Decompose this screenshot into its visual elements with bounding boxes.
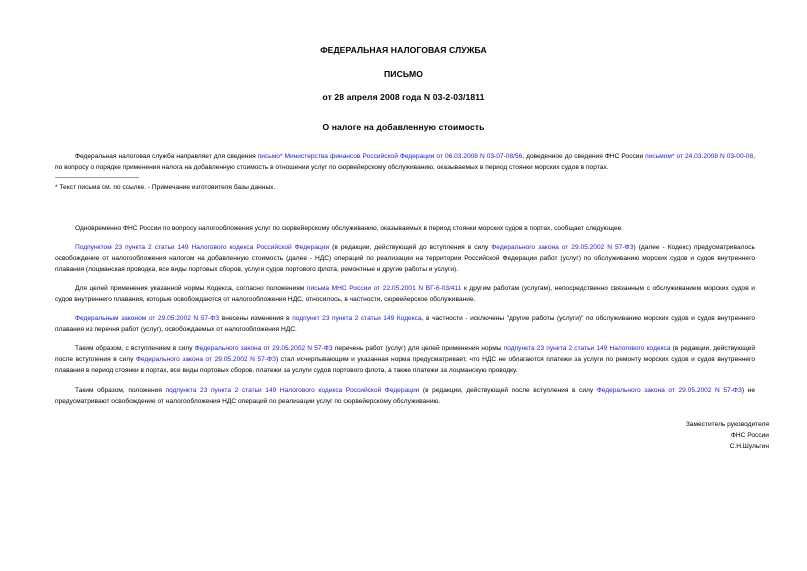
footnote-divider [55, 177, 139, 178]
text: Для целей применения указанной нормы Кодекса, согласно положениям [75, 285, 307, 292]
text: ) не предусматривают освобождение от налогообложения НДС операций по реализации услуг по сюрвейерскому обслуживанию. [55, 387, 755, 406]
link-nk-149-23[interactable]: подпункта 23 пункта 2 статьи 149 Налогового кодекса [503, 345, 671, 352]
text: (в редакции, действующей после вступления в силу [419, 387, 597, 394]
text: перечень работ (услуг) для целей применения нормы [332, 345, 504, 352]
paragraph-4 [55, 283, 755, 305]
paragraph-2: Одновременно ФНС России по вопросу налогообложения услуг по сюрвейерскому обслуживанию, оказываемых в период стоянки морских судов в портах, сообщает следующее. [75, 225, 624, 232]
link-nk-149-23[interactable]: подпункта 23 пункта 2 статьи 149 Налогового кодекса Российской Федерации [165, 387, 420, 394]
link-minfin-letter[interactable]: письмо* Министерства финансов Российской Федерации от 06.03.2008 N 03-07-08/56 [257, 153, 523, 160]
text: Федеральная налоговая служба направляет для сведения [75, 153, 258, 160]
link-nk-149-23[interactable]: подпункт 23 пункта 2 статьи 149 Кодекса [292, 315, 422, 322]
text: , в частности - исключены "другие работы (услуги)" по обслуживанию морских судов и судов внутреннего плавания из перечня работ (услуг), освобождаемых от налогообложения НДС. [55, 315, 755, 334]
document-subject: О налоге на добавленную стоимость [322, 122, 485, 132]
paragraph-1 [55, 151, 755, 173]
text: к другим работам (услугам), непосредственно связанным с обслуживанием морских судов и судов внутреннего плавания, которые освобождаются от налогообложения НДС, относилось, в частности, сюрвейерское обслуживание. [55, 285, 755, 304]
text: Таким образом, положения [75, 387, 166, 394]
text: (в редакции, действующей до вступления в силу [329, 244, 492, 251]
link-fz-57[interactable]: Федерального закона от 29.05.2002 N 57-ФЗ [491, 244, 634, 251]
link-fns-letter[interactable]: письмом* от 24.03.2008 N 03-00-08 [645, 153, 754, 160]
paragraph-3 [55, 242, 755, 276]
document-date-number: от 28 апреля 2008 года N 03-2-03/1811 [322, 92, 485, 102]
text: , доведенное до сведения ФНС России [522, 153, 646, 160]
footnote: * Текст письма см. по ссылке. - Примечание изготовителя базы данных. [55, 184, 276, 191]
paragraph-5 [55, 313, 755, 335]
paragraph-7 [55, 385, 755, 407]
text: Таким образом, с вступлением в силу [75, 345, 195, 352]
link-fz-57[interactable]: Федерального закона от 29.05.2002 N 57-ФЗ [135, 356, 276, 364]
signature-block [686, 420, 769, 452]
agency-title: ФЕДЕРАЛЬНАЯ НАЛОГОВАЯ СЛУЖБА [320, 45, 487, 55]
signature-position: Заместитель руководителя [685, 421, 769, 428]
link-fz-57[interactable]: Федерального закона от 29.05.2002 N 57-ФЗ [194, 345, 333, 352]
signature-org: ФНС России [730, 431, 769, 439]
text: внесены изменения в [219, 315, 293, 322]
paragraph-6 [55, 343, 755, 377]
link-fz-57[interactable]: Федерального закона от 29.05.2002 N 57-ФЗ [596, 387, 742, 394]
document-type: ПИСЬМО [384, 69, 423, 79]
text: ) (далее - Кодекс) предусматривалось освобождение от налогообложения налогом на добавленную стоимость (далее - НДС) операций по реализации на территории Российской Федерации работ (услуг) по обслуживанию морских судов и судов внутреннего плавания (лоцманская проводка, все виды портовых сборов, услуги судов портового флота, ремонтные и другие работы и услуги). [55, 244, 755, 274]
link-fz-57[interactable]: Федеральным законом от 29.05.2002 N 57-ФЗ [75, 315, 220, 322]
text: (в редакции, действующей после вступления в силу [55, 345, 756, 364]
link-mns-letter[interactable]: письма МНС России от 22.05.2001 N ВГ-6-03/411 [306, 285, 462, 292]
link-nk-149-23[interactable]: Подпунктом 23 пункта 2 статьи 149 Налогового кодекса Российской Федерации [75, 244, 330, 251]
signature-name: С.Н.Шульгин [729, 442, 769, 450]
text: , по вопросу о порядке применения налога на добавленную стоимость в отношении услуг по сюрвейерскому обслуживанию, оказываемых в период стоянки морских судов в портах. [55, 153, 755, 172]
text: ) стал исчерпывающим и указанная норма предусматривает, что НДС не облагаются платежи за услуги по ремонту морских судов и судов внутреннего плавания в период стоянки в портах, все виды портовых сборов, платежи за услуги судов портового флота, а также платежи за лоцманскую проводку. [55, 356, 755, 375]
